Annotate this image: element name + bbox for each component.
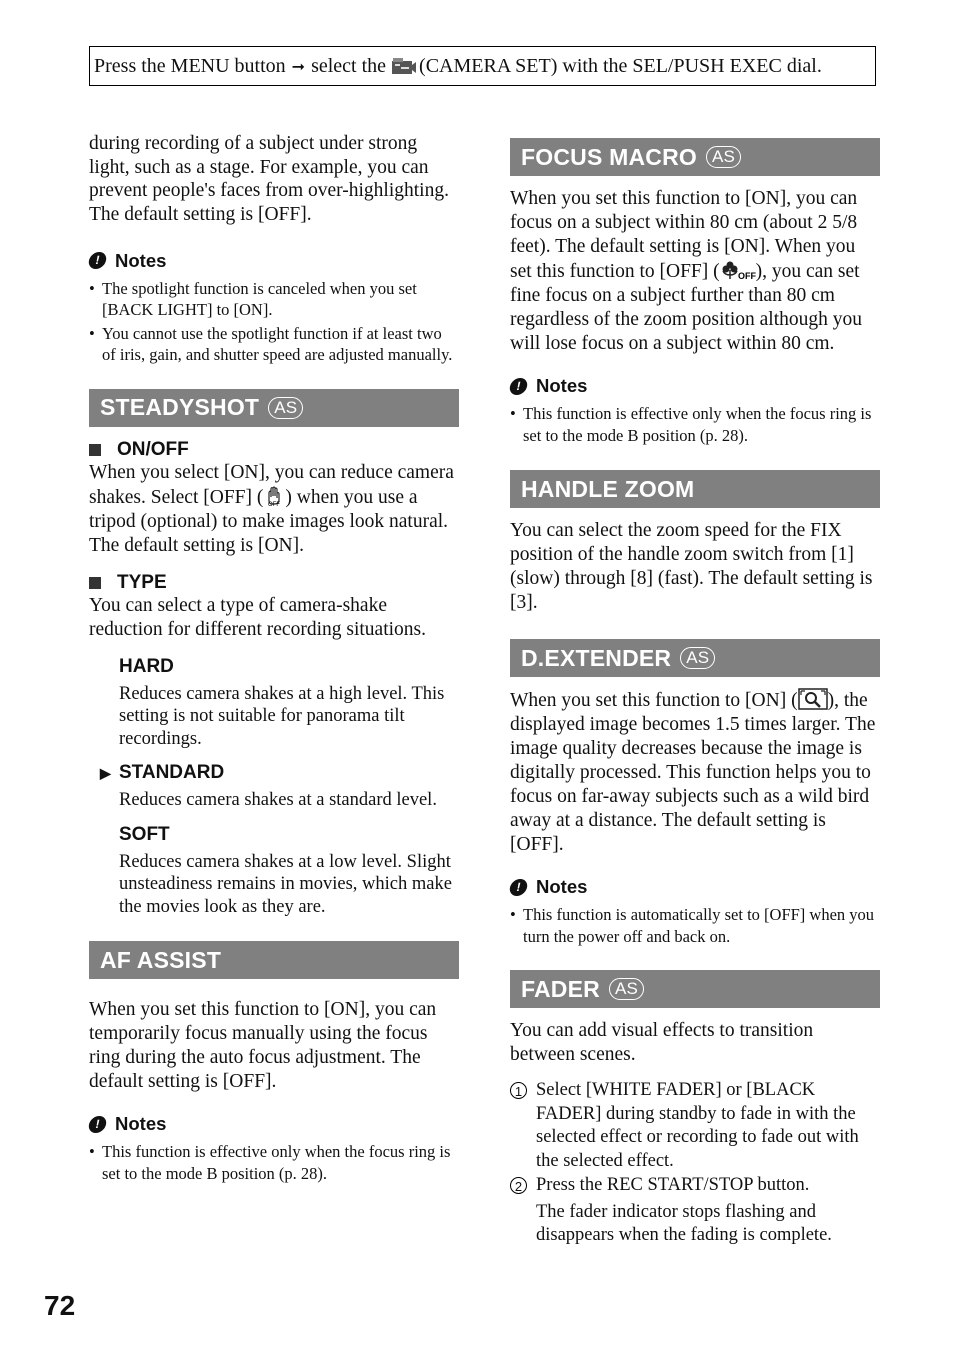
notes-icon: ! (87, 252, 108, 269)
step-subtext: The fader indicator stops flashing and disappears when the fading is complete. (536, 1201, 832, 1245)
option-soft-text: Reduces camera shakes at a low level. Slight unsteadiness remains in movies, which make the movies look as they are. (119, 851, 452, 917)
note-item: • This function is effective only when the focus ring is set to the mode B position (p. 28). (89, 1141, 459, 1184)
subheading-text: ON/OFF (117, 438, 189, 460)
section-title: D.EXTENDER (521, 644, 672, 671)
step-text: Press the REC START/STOP button. (536, 1175, 810, 1195)
subheading-text: TYPE (117, 571, 167, 593)
arrow-right-icon: ➞ (291, 56, 306, 76)
svg-text:OFF: OFF (737, 271, 756, 281)
step-text: Select [WHITE FADER] or [BLACK FADER] during standby to fade in with the selected effect or recording to fade out with the selected effect. (536, 1080, 859, 1171)
assign-badge: AS (609, 978, 644, 1000)
notes-title: Notes (536, 375, 588, 396)
assign-badge: AS (268, 397, 303, 419)
note-item: • You cannot use the spotlight function if at least two of iris, gain, and shutter speed are adjusted manually. (89, 323, 459, 366)
step-number: 1 (510, 1082, 527, 1099)
section-title: FADER (521, 975, 600, 1002)
notes-list (89, 278, 459, 366)
section-header-steadyshot (89, 389, 459, 427)
type-paragraph: You can select a type of camera-shake reduction for different recording situations. (89, 594, 426, 640)
section-title: AF ASSIST (100, 946, 222, 973)
note-item: • This function is automatically set to [OFF] when you turn the power off and back on. (510, 904, 880, 947)
focusmacro-text-2: ), you can set fine focus on a subject further than 80 cm regardless of the zoom position although you will lose focus on a subject within 80 cm. (510, 261, 863, 354)
option-soft-heading: SOFT (119, 823, 170, 845)
notes-title: Notes (115, 1113, 167, 1135)
notes-heading (510, 876, 880, 898)
note-item: • This function is effective only when the focus ring is set to the mode B position (p. 28). (510, 403, 880, 446)
section-header-focusmacro (510, 138, 880, 176)
section-title: FOCUS MACRO (521, 143, 697, 170)
steadyshot-off-icon (263, 485, 285, 507)
onoff-text-1: When you select [ON], you can reduce camera shakes. Select [OFF] ( (89, 461, 454, 508)
notes-icon: ! (87, 1116, 108, 1133)
instruction-box (89, 46, 876, 86)
page-number: 72 (44, 1290, 76, 1321)
instruction-mid: select the (311, 54, 387, 77)
notes-heading (89, 1113, 459, 1135)
dextender-text-1: When you set this function to [ON] ( (510, 690, 798, 711)
onoff-text-2: ) when you use a tripod (optional) to make images look natural. The default setting is [ON]. (89, 486, 449, 556)
step-number: 2 (510, 1177, 527, 1194)
onoff-paragraph (89, 461, 459, 558)
option-standard-label: STANDARD (119, 762, 225, 784)
assign-badge: AS (706, 146, 741, 168)
notes-list (510, 403, 880, 446)
notes-icon: ! (508, 378, 529, 395)
step-item (510, 1174, 880, 1248)
notes-title: Notes (536, 876, 588, 897)
focusmacro-paragraph (510, 187, 880, 356)
instruction-post: (CAMERA SET) with the SEL/PUSH EXEC dial. (419, 54, 822, 77)
option-hard-heading: HARD (119, 655, 174, 677)
camera-set-icon (391, 57, 417, 75)
square-bullet-icon (89, 444, 101, 456)
dextender-paragraph (510, 688, 880, 857)
section-header-fader (510, 970, 880, 1008)
option-standard-heading (100, 762, 459, 784)
subheading-type (89, 572, 459, 594)
subheading-onoff (89, 439, 459, 461)
intro-paragraph: during recording of a subject under strong light, such as a stage. For example, you can prevent people's faces from over-highlighting. The default setting is [OFF]. (89, 133, 449, 226)
fader-paragraph: You can add visual effects to transition between scenes. (510, 1020, 814, 1065)
notes-icon: ! (508, 879, 529, 896)
focusmacro-text-1: When you set this function to [ON], you can focus on a subject within 80 cm (about 2 5/8 feet). The default setting is [ON]. When you set this function to [OFF] ( (510, 188, 858, 282)
option-hard-text: Reduces camera shakes at a high level. This setting is not suitable for panorama tilt recordings. (119, 683, 445, 749)
notes-heading (510, 375, 880, 397)
right-column (510, 138, 880, 1248)
left-column (89, 132, 459, 1184)
section-header-dextender (510, 639, 880, 677)
notes-heading (89, 250, 459, 272)
instruction-pre: Press the MENU button (94, 54, 286, 77)
section-title: STEADYSHOT (100, 394, 260, 421)
section-title: HANDLE ZOOM (521, 475, 695, 502)
notes-list (89, 1141, 459, 1184)
square-bullet-icon (89, 577, 101, 589)
default-marker-icon: ▶ (100, 765, 111, 782)
note-item: • The spotlight function is canceled when you set [BACK LIGHT] to [ON]. (89, 278, 459, 321)
fader-steps (510, 1079, 880, 1248)
notes-title: Notes (115, 249, 167, 271)
section-header-handlezoom (510, 470, 880, 508)
section-header-afassist (89, 941, 459, 979)
option-standard-text: Reduces camera shakes at a standard level. (119, 790, 437, 811)
digital-extender-icon (798, 688, 828, 710)
dextender-text-2: ), the displayed image becomes 1.5 times larger. The image quality decreases because the image is digitally processed. This function helps you to focus on far-away subjects such as a wild bird away at a distance. The default setting is [OFF]. (510, 690, 876, 855)
notes-list (510, 904, 880, 947)
handlezoom-paragraph: You can select the zoom speed for the FIX position of the handle zoom switch from [1] (slow) through [8] (fast). The default setting is [3]. (510, 520, 873, 613)
assign-badge: AS (680, 647, 715, 669)
svg-text:OFF: OFF (268, 501, 281, 507)
step-item (510, 1079, 880, 1173)
afassist-paragraph: When you set this function to [ON], you can temporarily focus manually using the focus ring during the auto focus adjustment. The default setting is [OFF]. (89, 999, 437, 1093)
focus-macro-off-icon (720, 259, 756, 281)
